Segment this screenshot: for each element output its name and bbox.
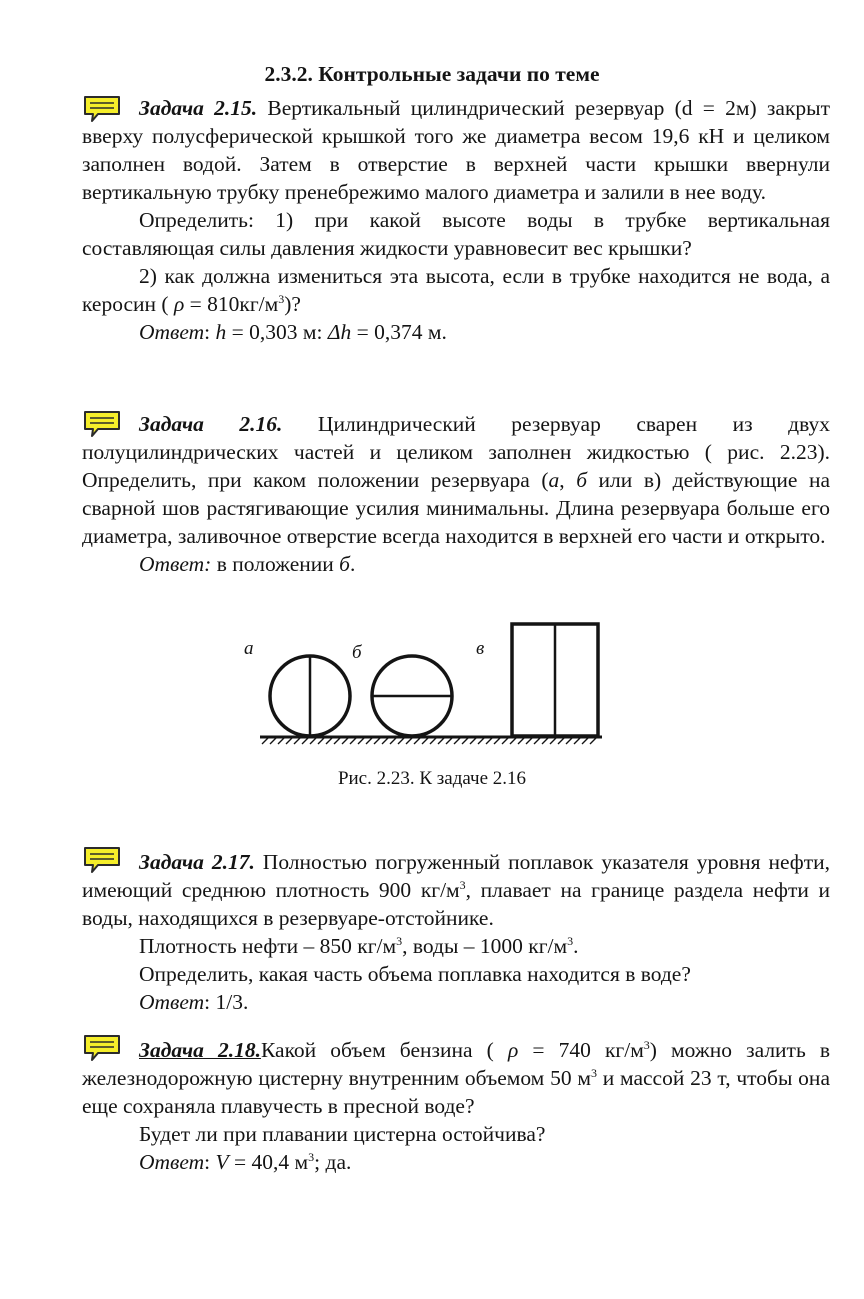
superscript: 3	[643, 1037, 650, 1052]
task-text: = 740 кг/м	[518, 1038, 644, 1062]
task-2-18	[82, 1036, 830, 1176]
section-heading: 2.3.2. Контрольные задачи по теме	[264, 62, 600, 86]
task-text: Цилиндрический резервуар сварен из двух полуцилиндрических частей и целиком заполнен жидкостью ( рис. 2.23). Определить, при каком положении резервуара (	[82, 412, 831, 492]
task-text: , воды – 1000 кг/м	[402, 934, 568, 958]
task-text: 2) как должна измениться эта высота, если в трубке находится не вода, а керосин (	[82, 264, 830, 316]
task-label: Задача 2.17.	[139, 850, 255, 874]
answer-text: .	[350, 552, 356, 576]
task-2-16	[82, 410, 830, 578]
ground-line	[260, 737, 602, 744]
answer-text: б	[339, 552, 350, 576]
task-text: ,	[559, 468, 577, 492]
task-2-15	[82, 94, 830, 346]
superscript: 3	[567, 933, 574, 948]
answer-text: : 1/3.	[204, 990, 249, 1014]
task-text: Определить, какая часть объема поплавка находится в воде?	[139, 962, 691, 986]
answer-symbol: h	[215, 320, 227, 344]
figure-caption: Рис. 2.23. К задаче 2.16	[337, 768, 527, 789]
answer-symbol: V	[215, 1150, 229, 1174]
task-text: Плотность нефти – 850 кг/м	[139, 934, 397, 958]
task-text: или в) действующие на сварной шов растягивающие усилия минимальны. Длина резервуара больше его диаметра, заливочное отверстие всегда находится в верхней его части и открыто.	[82, 468, 831, 548]
superscript: 3	[308, 1149, 315, 1164]
task-text: Вертикальный цилиндрический резервуар (d = 2м) закрыт вверху полусферической крышкой того же диаметра весом 19,6 кН и целиком заполнен водой. Затем в отверстие в верхней части крышки ввернули вертикальную трубку пренебрежимо малого диаметра и залили в нее воду.	[82, 96, 831, 204]
answer-text: :	[204, 1150, 216, 1174]
task-text: и массой 23 т, чтобы она еще сохраняла плавучесть в пресной воде?	[82, 1066, 830, 1118]
answer-line	[82, 1148, 830, 1176]
answer-symbol: Δh	[327, 320, 352, 344]
answer-label: Ответ	[139, 1150, 205, 1174]
task-label: Задача 2.15.	[139, 96, 258, 120]
position-letter: б	[576, 468, 588, 492]
task-label: Задача 2.16.	[139, 412, 283, 436]
answer-text: = 0,303 м:	[226, 320, 328, 344]
task-label: Задача 2.18.	[139, 1038, 261, 1062]
task-text: Какой объем бензина (	[260, 1038, 508, 1062]
figure-2-23	[240, 610, 620, 760]
figure-label-b: б	[352, 642, 362, 663]
task-text: Будет ли при плавании цистерна остойчива?	[139, 1122, 546, 1146]
task-text: = 810кг/м	[184, 292, 279, 316]
superscript: 3	[459, 877, 466, 892]
answer-text: = 0,374 м.	[351, 320, 447, 344]
task-text: Определить: 1) при какой высоте воды в трубке вертикальная составляющая силы давления жидкости уравновесит вес крышки?	[82, 208, 830, 260]
task-2-17	[82, 848, 830, 1016]
tank-position-b	[372, 656, 452, 736]
answer-text: в положении	[211, 552, 340, 576]
answer-label: Ответ	[139, 990, 205, 1014]
superscript: 3	[590, 1065, 597, 1080]
tank-position-a	[270, 656, 350, 736]
task-text: ) можно залить в железнодорожную цистерну внутренним объемом 50 м	[82, 1038, 831, 1090]
position-letter: а	[548, 468, 560, 492]
tank-position-v	[512, 624, 598, 736]
answer-line	[82, 550, 830, 578]
answer-text: :	[204, 320, 216, 344]
task-text: )?	[284, 292, 301, 316]
figure-label-v: в	[476, 638, 485, 659]
task-text: .	[573, 934, 579, 958]
task-text: Полностью погруженный поплавок указателя уровня нефти, имеющий среднюю плотность 900 кг/м	[82, 850, 831, 902]
rho-symbol: ρ	[173, 292, 185, 316]
task-text: , плавает на границе раздела нефти и воды, находящихся в резервуаре-отстойнике.	[82, 878, 830, 930]
answer-label: Ответ:	[139, 552, 212, 576]
superscript: 3	[396, 933, 403, 948]
answer-label: Ответ	[139, 320, 205, 344]
superscript: 3	[278, 291, 285, 306]
figure-label-a: а	[244, 638, 254, 659]
answer-line	[82, 988, 830, 1016]
answer-text: ; да.	[314, 1150, 352, 1174]
answer-line	[82, 318, 830, 346]
rho-symbol: ρ	[507, 1038, 519, 1062]
answer-text: = 40,4 м	[228, 1150, 309, 1174]
